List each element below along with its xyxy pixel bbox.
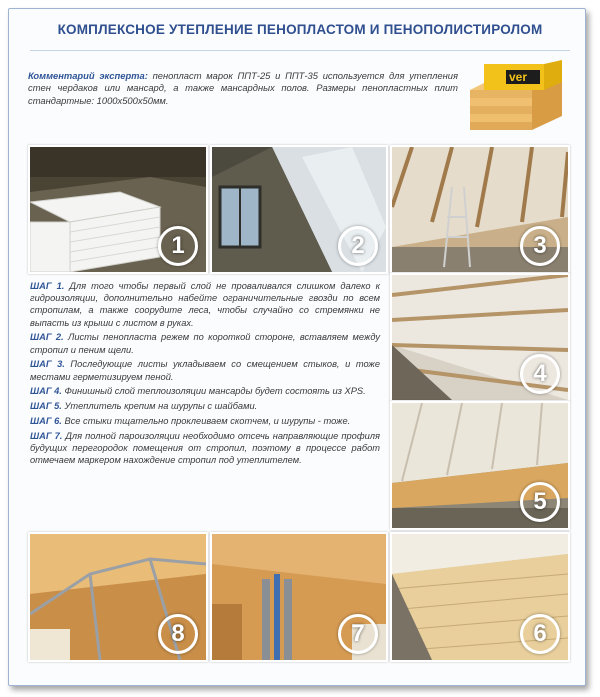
expert-comment-text: пенопласт марок ППТ-25 и ППТ-35 используется для утепления стен чердаков или мансард, а также мансардных полов. Размеры пенопластных плит стандартные: 1000х500х50мм.: [28, 70, 458, 106]
product-brand-text: ver: [509, 70, 528, 84]
photo-step-5: [390, 401, 570, 530]
photo-step-8: [28, 532, 208, 662]
step-1: ШАГ 1. Для того чтобы первый слой не проваливался слишком далеко к гидроизоляции, дополнительно набейте ограничительные гвозди по всем стропилам, а также соорудите леса, чтобы случайно со стремянки не выпасть из крыши с листом в руках.: [30, 281, 380, 328]
steps-list: [30, 280, 380, 469]
insulation-product-image: [462, 60, 572, 140]
photo-number-2: 2: [338, 226, 378, 266]
page-title: КОМПЛЕКСНОЕ УТЕПЛЕНИЕ ПЕНОПЛАСТОМ И ПЕНОПОЛИСТИРОЛОМ: [57, 22, 543, 37]
photo-number-4: 4: [520, 354, 560, 394]
photo-number-8: 8: [158, 614, 198, 654]
title-divider: [30, 50, 570, 51]
step-6: ШАГ 6. Все стыки тщательно проклеиваем скотчем, и шурупы - тоже.: [30, 416, 351, 426]
step-3: ШАГ 3. Последующие листы укладываем со смещением стыков, и тоже местами герметизируем пеной.: [30, 359, 381, 382]
photo-number-1: 1: [158, 226, 198, 266]
photo-number-3: 3: [520, 226, 560, 266]
expert-comment-label: Комментарий эксперта:: [28, 70, 148, 81]
step-7: ШАГ 7. Для полной пароизоляции необходимо отсечь направляющие профиля будущих перегородок помещения от стропил, поэтому в процессе работ отмечаем маркером нахождение стропил под утеплителем.: [30, 430, 381, 466]
photo-step-7: [210, 532, 388, 662]
photo-step-6: [390, 532, 570, 662]
photo-step-4: [390, 273, 570, 402]
photo-number-6: 6: [520, 614, 560, 654]
expert-comment: [28, 70, 458, 107]
photo-step-1: [28, 145, 208, 274]
photo-number-5: 5: [520, 482, 560, 522]
photo-step-2: [210, 145, 388, 274]
step-4: ШАГ 4. Финишный слой теплоизоляции мансарды будет состоять из XPS.: [30, 386, 366, 397]
step-5: ШАГ 5. Утеплитель крепим на шурупы с шайбами.: [30, 401, 258, 412]
photo-step-3: [390, 145, 570, 274]
step-2: ШАГ 2. Листы пенопласта режем по короткой стороне, вставляем между стропил и пеним щели.: [30, 332, 381, 355]
photo-number-7: 7: [338, 614, 378, 654]
